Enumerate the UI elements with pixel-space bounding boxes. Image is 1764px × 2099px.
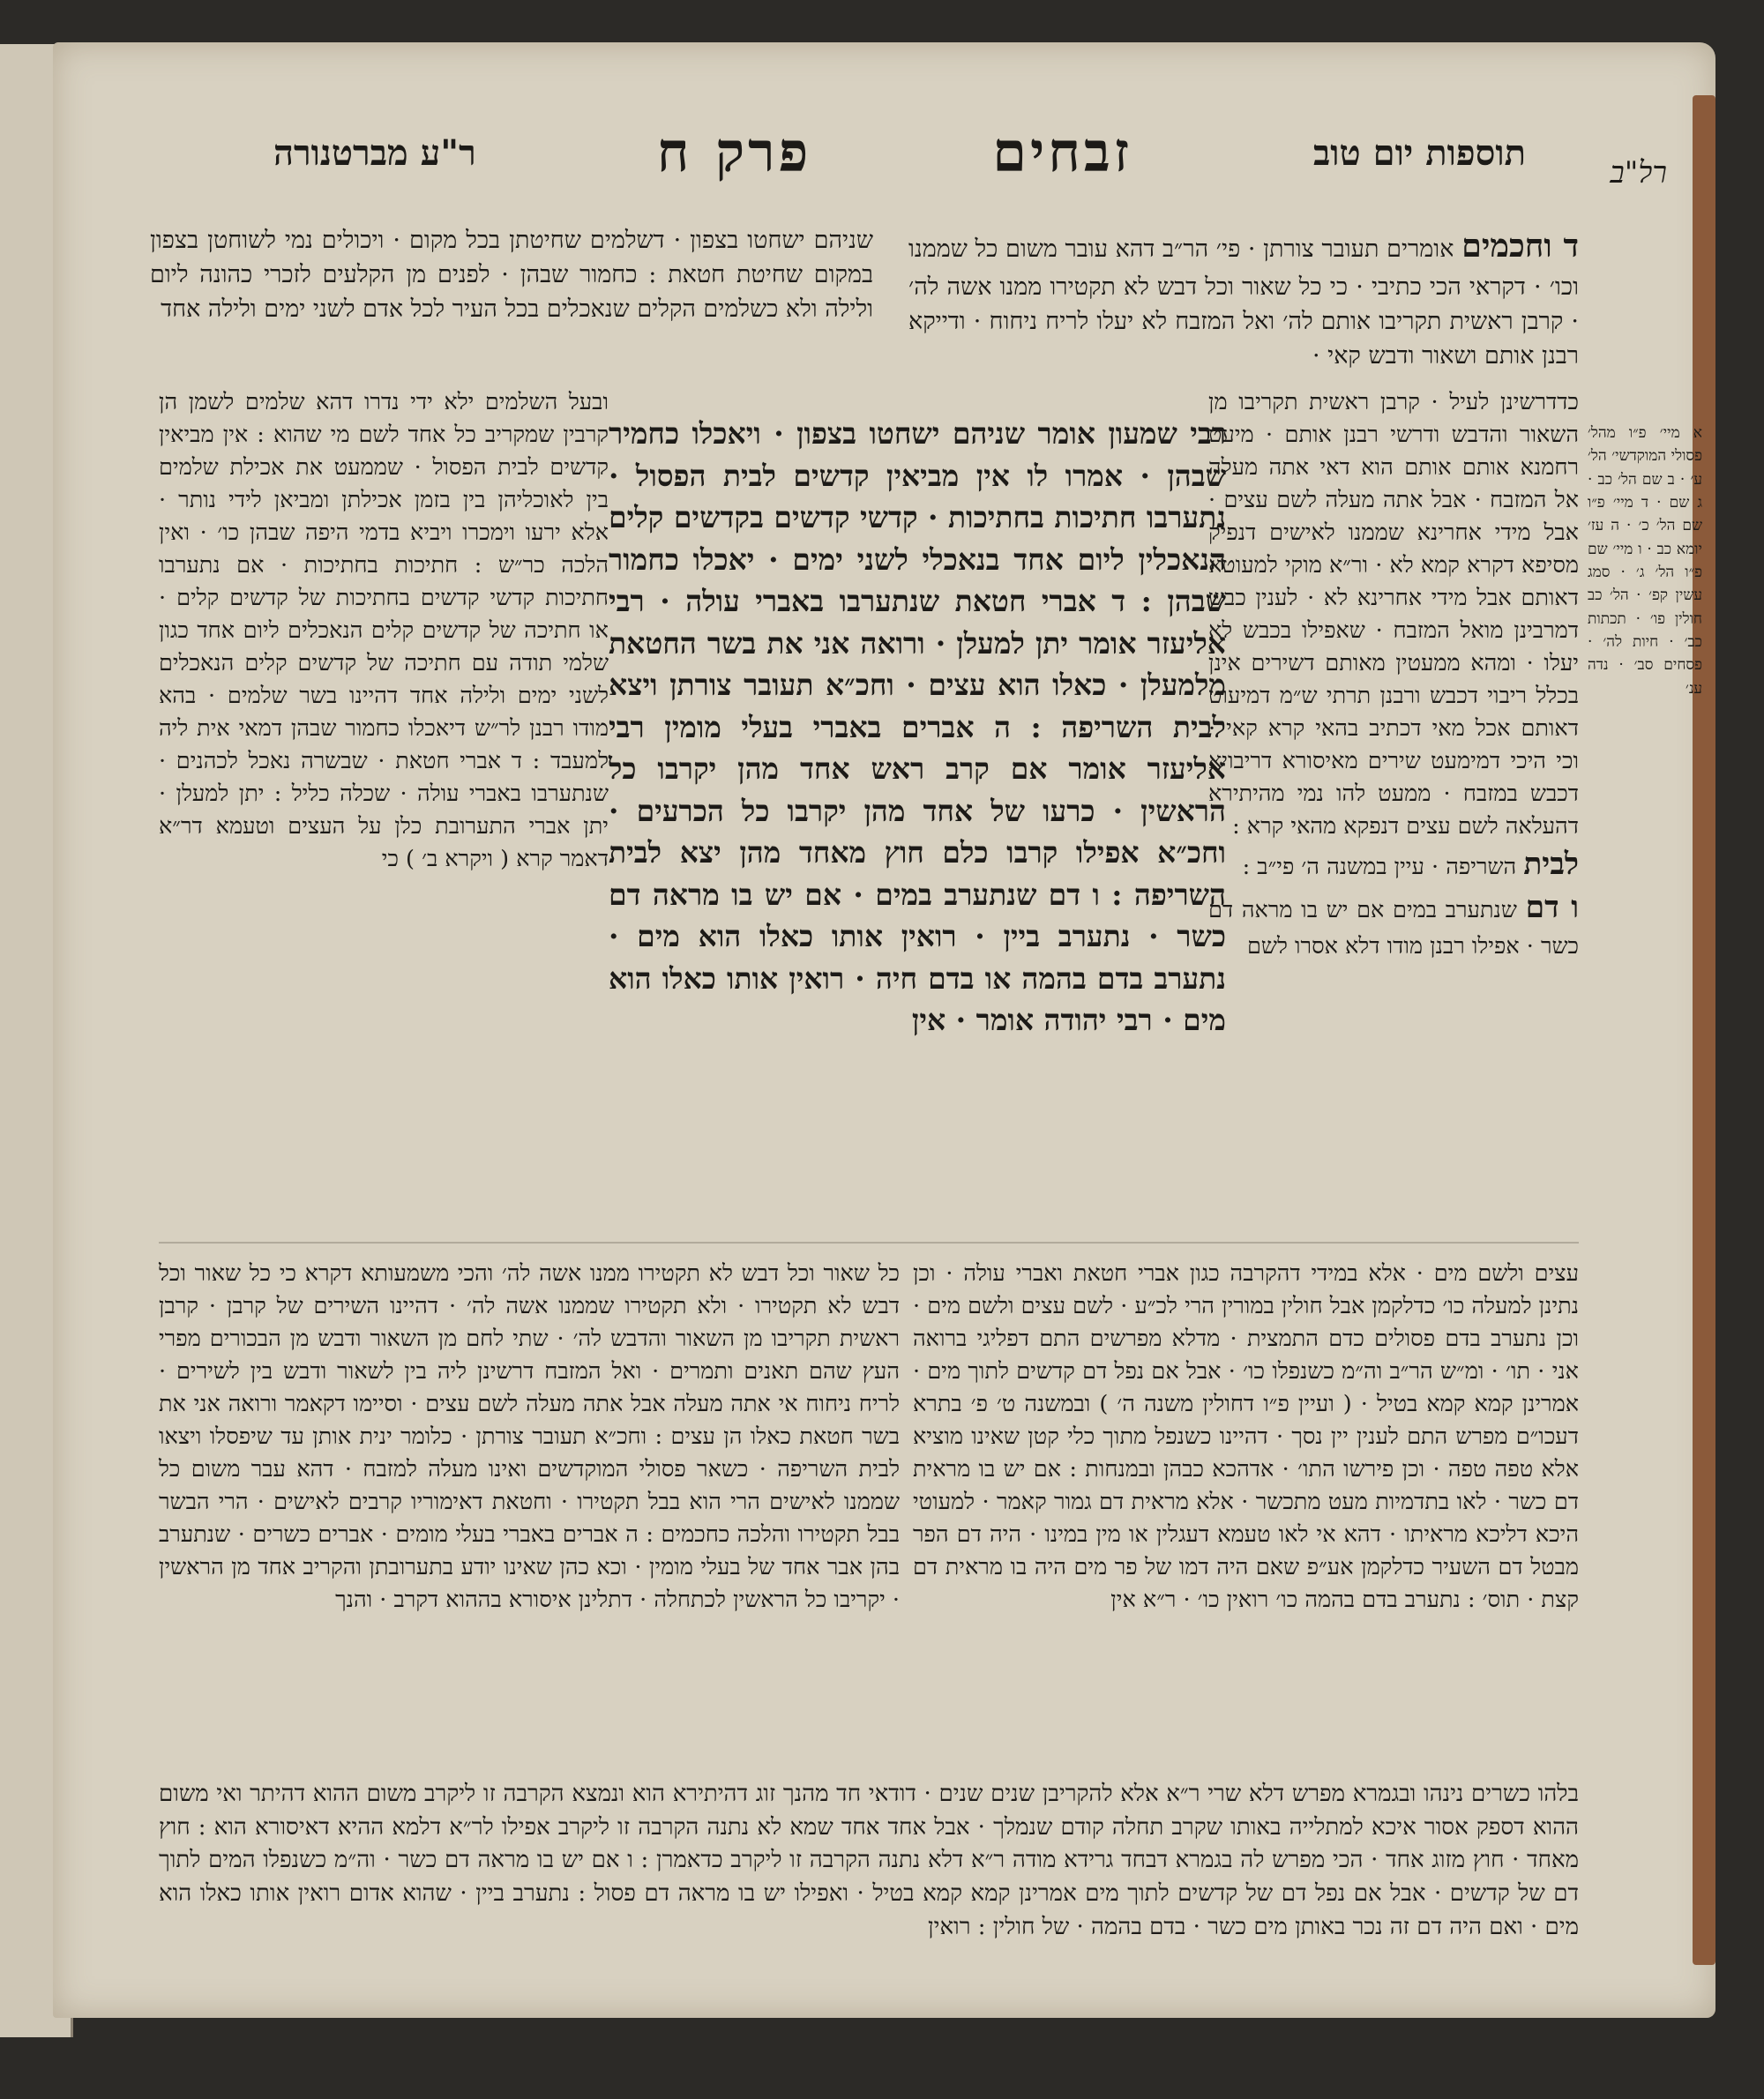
mishnah-text: רבי שמעון אומר שניהם ישחטו בצפון · ויאכלו כחמיר שבהן · אמרו לו אין מביאין קדשים לבית הפסול · נתערבו חתיכות בחתיכות · קדשי קדשים בקדשים קלים הנאכלין ליום אחד בנאכלי לשני ימים · יאכלו כחמור שבהן : ד אברי חטאת שנתערבו באברי עולה · רבי אליעזר אומר יתן למעלן · ורואה אני את בשר החטאת מלמעלן · כאלו הוא עצים · וחכ״א תעובר צורתן ויצא לבית השריפה : ה אברים באברי בעלי מומין רבי אליעזר אומר אם קרב ראש אחד מהן יקרבו כל הראשין · כרעו של אחד מהן יקרבו כל הכרעים · וחכ״א אפילו קרבו כלם חוץ מאחד מהן יצא לבית השריפה : ו דם שנתערב במים · אם יש בו מראה דם כשר · נתערב ביין · רואין אותו כאלו הוא מים · נתערב בדם בהמה או בדם חיה · רואין אותו כאלו הוא מים · רבי יהודה אומר · אין: [609, 416, 1226, 1038]
running-header: [273, 113, 1526, 192]
tosafot-side-c-text: שנתערב במים אם יש בו מראה דם כשר · אפילו רבנן מודו דלא אסרו לשם: [1208, 897, 1579, 960]
tosafot-lower-block: [913, 1258, 1579, 1617]
bartenura-top-block: [150, 223, 873, 326]
header-tosafot-title: תוספות יום טוב: [1313, 131, 1526, 174]
bartenura-lower-block: [159, 1258, 900, 1617]
bartenura-top-text: שניהם ישחטו בצפון · דשלמים שחיטתן בכל מקום · ויכולים נמי לשוחטן בצפון במקום שחיטת חטאת : כחמור שבהן · לפנים מן הקלעים לזכרי כהונה ליום ולילה ולא כשלמים הקלים שנאכלים בכל העיר לכל אדם לשני ימים ולילה אחד: [150, 227, 873, 324]
tosafot-side-text: כדדרשינן לעיל · קרבן ראשית תקריבו מן השאור והדבש ודרשי רבנן אותם · מיעט רחמנא אותם אותם הוא דאי אתה מעלה אל המזבח · אבל אתה מעלה לשם עצים · אבל מידי אחרינא שממנו לאישים דנפיק מסיפא דקרא קמא לא · ור״א מוקי למעוטא דאותם אבל מידי אחרינא לא · לענין כבש דמרבינן מואל המזבח · שאפילו בכבש לא יעלו · ומהא ממעטין מאותם דשירים אינן בכלל ריבוי דכבש ורבנן תרתי ש״מ דמיעוט דאותם אכל מאי דכתיב בהאי קרא קאי · וכי היכי דמימעט שירים מאיסורא דריבויא דכבש במזבח · ממעט להו נמי מהיתירא דהעלאה לשם עצים דנפקא מהאי קרא :: [1208, 389, 1579, 840]
margin-notes: [1588, 422, 1702, 700]
bartenura-lower-text: כל שאור וכל דבש לא תקטירו ממנו אשה לה׳ והכי משמעותא דקרא כי כל שאור וכל דבש לא תקטירו · ולא תקטירו שממנו אשה לה׳ · דהיינו השירים של קרבן · קרבן ראשית תקריבו מן השאור והדבש לה׳ · שתי לחם מן השאור ודבש מן הבכורים מפרי העץ שהם תאנים ותמרים · ואל המזבח דרשינן ליה בין לשאור ודבש בין לשירים · לריח ניחוח אי אתה מעלה אבל אתה מעלה לשם עצים · וסיימו דקאמר ורואה אני את בשר חטאת כאלו הן עצים : וחכ״א תעובר צורתן · כלומר ינית אותן עד שיפסלו ויצאו לבית השריפה · כשאר פסולי המוקדשים ואינו מעלה למזבח · דהא עבר משום כל שממנו לאישים הרי הוא בבל תקטירו · וחטאת דאימוריו קרבים לאישים · הרי הבשר בבל תקטירו והלכה כחכמים : ה אברים באברי בעלי מומים · אברים כשרים · שנתערב בהן אבר אחד של בעלי מומין · וכא כהן שאינו יודע בתערובתן והקריב אחד מן הראשין · יקריבו כל הראשין לכתחלה · דתלינן איסורא בההוא דקרב · והנך: [159, 1260, 900, 1613]
binding-edge: [1693, 95, 1715, 1965]
tosafot-side-c-lead: ו דם: [1525, 890, 1580, 926]
tosafot-top-block: [908, 223, 1579, 373]
tosafot-side-b-lead: לבית: [1523, 846, 1579, 882]
tosafot-top-lead: ד וחכמים: [1461, 227, 1579, 265]
tosafot-lower-text: עצים ולשם מים · אלא במידי דהקרבה כגון אברי חטאת ואברי עולה · וכן נתינן למעלה כו׳ כדלקמן אבל חולין במורין הרי לכ״ע · לשם עצים ולשם מים · וכן נתערב בדם פסולים כדם התמצית · מדלא מפרשים התם דפליגי ברואה אני · תו׳ · ומ״ש הר״ב וה״מ כשנפלו כו׳ · אבל אם נפל דם קדשים לתוך מים · אמרינן קמא קמא בטיל · ( ועיין פ״ו דחולין משנה ה׳ ) ובמשנה ט׳ פ׳ בתרא דעכו״ם מפרש התם לענין יין נסך · דהיינו כשנפל מתוך כלי קטן שאינו מוציא אלא טפה טפה · וכן פירשו התו׳ · אדהכא כבהן ובמנחות : אם יש בו מראית דם כשר · לאו בתדמיות מעט מתכשר · אלא מראית דם גמור קאמר · למעוטי היכא דליכא מראיתו · דהא אי לאו טעמא דעגלין או מין במינו · היה דם הפר מבטל דם השעיר כדלקמן אע״פ שאם היה דמו של פר מים היה בו מראית דם קצת · תוס׳ : נתערב בדם בהמה כו׳ רואין כו׳ · ר״א אין: [913, 1260, 1579, 1613]
folio-number: רל"ב: [1610, 155, 1667, 190]
bottom-commentary-block: [159, 1778, 1579, 1944]
tosafot-top-text: אומרים תעובר צורתן · פי׳ הר״ב דהא עובר משום כל שממנו וכו׳ · דקראי הכי כתיבי · כי כל שאור וכל דבש לא תקטירו ממנו אשה לה׳ · קרבן ראשית תקריבו אותם לה׳ ואל המזבח לא יעלו לריח ניחוח · ודייקא רבנן אותם ושאור ודבש קאי ·: [908, 235, 1579, 370]
header-bartenura-title: ר"ע מברטנורה: [273, 131, 476, 174]
section-divider: [159, 1242, 1579, 1244]
tosafot-side-b-text: השריפה · עיין במשנה ה׳ פי״ב :: [1242, 853, 1517, 880]
bottom-commentary-text: בלהו כשרים נינהו ובגמרא מפרש דלא שרי ר״א אלא להקריבן שנים שנים · דודאי חד מהנך זוג דהיתירא הוא ונמצא הקרבה זו ליקרב משום ההוא דהיתר ואי משום ההוא דספק אסור איכא למתלייה באותו שקרב תחלה קודם שנמלך · אבל אחד אחד שמא לא נתנה הקרבה זו ליקרב אפילו לר״א דלמא ההיא דאיסורא הוא : חוץ מאחד · חוץ מזוג אחד · הכי מפרש לה בגמרא דבחד גרידא מודה ר״א דלא נתנה הקרבה זו ליקרב כדאמרן : ו אם יש בו מראה דם כשר · וה״מ כשנפלו המים לתוך דם של קדשים · אבל אם נפל דם של קדשים לתוך מים אמרינן קמא קמא בטיל · ואפילו יש בו מראה דם פסול : נתערב ביין · שהוא אדום רואין אותו כאלו הוא מים · ואם היה דם זה נכר באותן מים כשר · בדם בהמה · של חולין : רואין: [159, 1781, 1579, 1940]
book-page: [53, 42, 1715, 2018]
header-chapter: פרק ח: [656, 120, 812, 184]
margin-notes-text: א מיי׳ פ״ו מהל׳ פסולי המוקדשי׳ הל׳ ע׳ · ב שם הל׳ כב · ג שם · ד מיי׳ פ״ו שם הל׳ כ׳ · ה עז׳ יומא כב · ו מיי׳ שם פ״ו הל׳ ג׳ · סמג עשין קפ׳ · הל׳ כב חולין פו׳ · תכתות כב׳ · חיות לה׳ · פסחים סב׳ · נדה ענ׳: [1588, 424, 1702, 698]
mishnah-block: [609, 413, 1226, 1042]
bartenura-side-block: [159, 386, 609, 876]
tosafot-side-block: [1208, 386, 1579, 963]
header-tractate: זבחים: [992, 120, 1133, 184]
bartenura-side-text: ובעל השלמים ילא ידי נדרו דהא שלמים לשמן הן קרבין שמקריב כל אחד לשם מי שהוא : אין מביאין קדשים לבית הפסול · שממעט את אכילת שלמים בין לאוכליהן בין בזמן אכילתן ומביאן לידי נותר · אלא ירעו וימכרו ויביא בדמי היפה שבהן כו׳ · ואין הלכה כר״ש : חתיכות בחתיכות · אם נתערבו חתיכות קדשי קדשים בחתיכות של קדשים קלים · או חתיכה של קדשים קלים הנאכלים ליום אחד כגון שלמי תודה עם חתיכה של קדשים קלים הנאכלים לשני ימים ולילה אחד דהיינו בשר שלמים · בהא מודו רבנן לר״ש דיאכלו כחמור שבהן דמאי אית ליה למעבד : ד אברי חטאת · שבשרה נאכל לכהנים · שנתערבו באברי עולה · שכלה כליל : יתן למעלן · יתן אברי התערובת כלן על העצים וטעמא דר״א דאמר קרא ( ויקרא ב׳ ) כי: [159, 389, 609, 872]
